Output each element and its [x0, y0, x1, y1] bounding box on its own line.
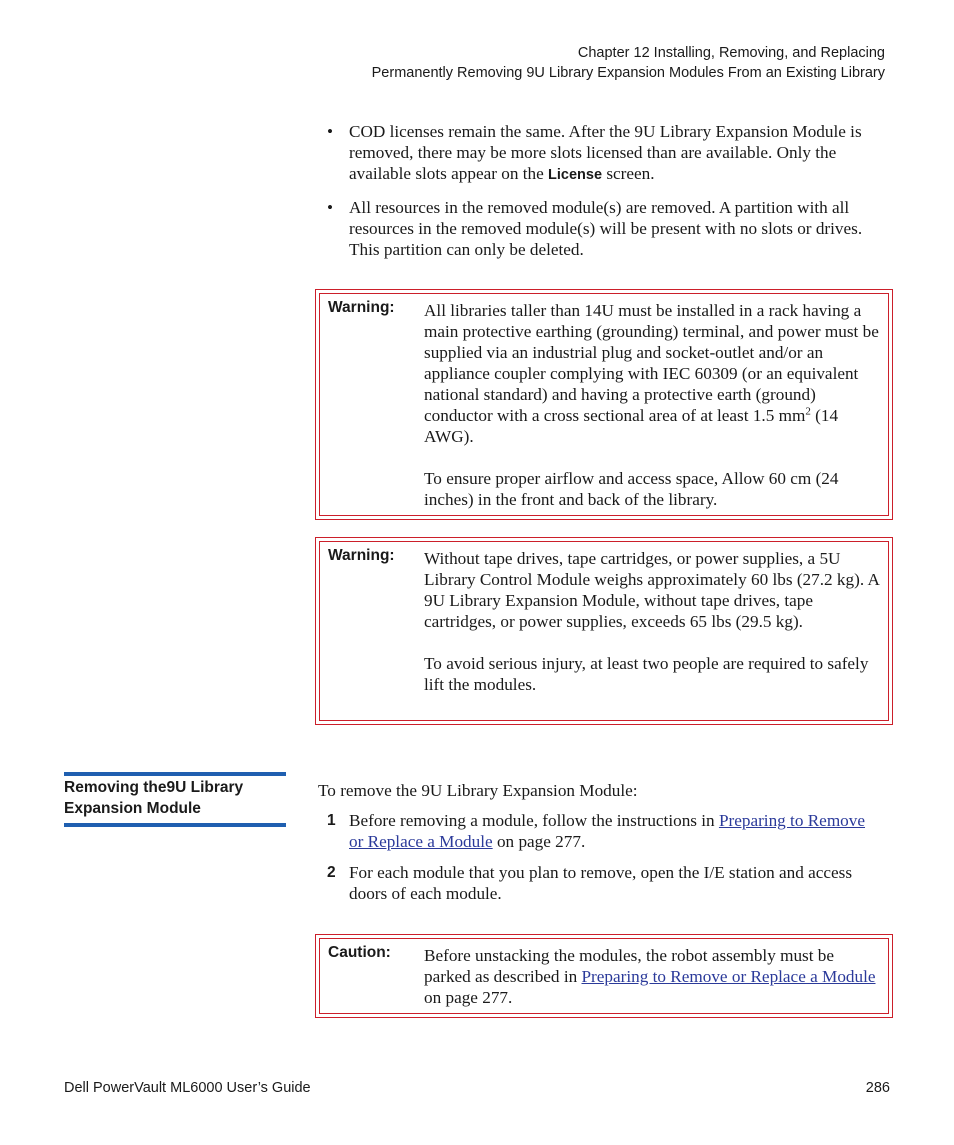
warning-box-rack: [315, 289, 893, 520]
warning-paragraph: [424, 300, 884, 447]
step-text: For each module that you plan to remove, open the I/E station and access doors of each module.: [349, 863, 853, 903]
bullet-list: [327, 121, 867, 271]
section-heading: Removing the9U Library Expansion Module: [64, 779, 244, 817]
step-item: [327, 862, 877, 904]
caution-label: Caution:: [328, 944, 391, 961]
warning-text: All libraries taller than 14U must be installed in a rack having a main protective earthing (grounding) terminal, and power must be supplied via an industrial plug and socket-outlet and/or an appliance coupler complying with IEC 60309 (or an equivalent national standard) and having a protective earth (ground) conductor with a cross sectional area of at least 1.5 mm: [424, 301, 879, 425]
warning-paragraph: To avoid serious injury, at least two people are required to safely lift the modules.: [424, 654, 869, 694]
step-text: Before removing a module, follow the instructions in: [349, 811, 719, 830]
bullet-text-end: screen.: [602, 164, 655, 183]
superscript: 2: [805, 405, 811, 418]
step-number: 2: [327, 864, 336, 881]
xref-link-preparing[interactable]: Preparing to Remove or Replace a Module: [581, 967, 876, 986]
bullet-text-start: COD licenses remain the same. After the 9U Library Expansion Module is removed, there may be more slots licensed than are available. Only the available slots appear on the: [349, 122, 862, 183]
caution-text: Before unstacking the modules, the robot assembly must be parked as described in: [424, 946, 835, 986]
warning-paragraph: To ensure proper airflow and access space, Allow 60 cm (24 inches) in the front and back of the library.: [424, 469, 839, 509]
chapter-title: Chapter 12 Installing, Removing, and Replacing: [577, 45, 885, 61]
bullet-icon: •: [327, 122, 334, 141]
bullet-text: All resources in the removed module(s) are removed. A partition with all resources in the removed module(s) will be present with no slots or drives. This partition can only be deleted.: [349, 198, 863, 259]
heading-rule-top: [64, 772, 286, 776]
step-item: [327, 810, 877, 852]
caution-box: [315, 934, 893, 1018]
heading-rule-bottom: [64, 823, 286, 827]
caution-text-end: on page 277.: [424, 988, 513, 1007]
warning-label: Warning:: [328, 547, 395, 564]
list-item: [327, 121, 867, 186]
step-number: 1: [327, 812, 336, 829]
warning-box-weight: [315, 537, 893, 725]
procedure-intro: To remove the 9U Library Expansion Module:: [318, 781, 638, 800]
step-text-end: on page 277.: [492, 832, 586, 851]
caution-content: [424, 945, 884, 1008]
page-footer: [64, 1080, 890, 1096]
section-title: Permanently Removing 9U Library Expansion Modules From an Existing Library: [371, 65, 885, 81]
list-item: [327, 197, 867, 260]
procedure-steps: [327, 810, 877, 914]
license-screen-name: License: [548, 167, 603, 183]
page-number: 286: [865, 1080, 890, 1096]
bullet-icon: •: [327, 198, 334, 217]
warning-text-end: (14 AWG).: [424, 406, 839, 446]
footer-title: Dell PowerVault ML6000 User’s Guide: [64, 1080, 311, 1096]
warning-label: Warning:: [328, 299, 395, 316]
warning-paragraph: Without tape drives, tape cartridges, or power supplies, a 5U Library Control Module weighs approximately 60 lbs (27.2 kg). A 9U Library Expansion Module, without tape drives, tape cartridges, or power supplies, exceeds 65 lbs (29.5 kg).: [424, 549, 879, 631]
warning-content: [424, 300, 884, 510]
warning-content: [424, 548, 884, 695]
xref-link-preparing[interactable]: Preparing to Remove or Replace a Module: [349, 811, 865, 851]
running-header: [372, 43, 885, 83]
